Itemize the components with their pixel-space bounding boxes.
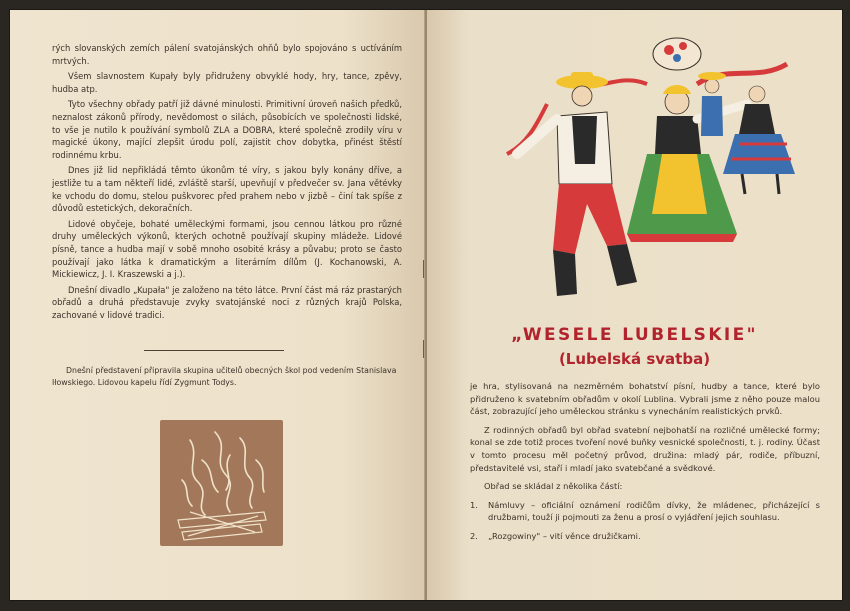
paragraph: je hra, stylisovaná na nezměrném bohatství písní, hudby a tance, které bylo přidruženo k svatebním obřadům v okolí Lublina. Vybrali jsme z něho pouze malou část, zobrazující jeho uměleckou stránku s vynecháním realistických prvků. (470, 381, 820, 417)
play-title: „WESELE LUBELSKIE" (511, 325, 758, 345)
performance-credits: Dnešní představení připravila skupina učitelů obecných škol pod vedením Stanislava Iłowskiego. Lidovou kapelu řídí Zygmunt Todys. (52, 366, 397, 387)
play-subtitle: (Lubelská svatba) (558, 350, 711, 368)
paragraph: Tyto všechny obřady patří již dávné minulosti. Primitivní úroveň našich předků, neznalost zákonů přírody, nevědomost o silách, působících ve společnosti lidské, to vše je nutilo k používání symbolů ZLA a DOBRA, které společně zrodily víru v magické úkony, mající zlepšit úrodu polí, zajistit chov dobytka, přinést štěstí rodinnému krbu. (52, 99, 402, 160)
fire-icon (160, 420, 283, 546)
paragraph: Všem slavnostem Kupały byly přidruženy obvyklé hody, hry, tance, zpěvy, hudba atp. (52, 71, 402, 94)
flower-wreath-icon (653, 38, 701, 70)
paragraph: Dnešní divadlo „Kupała" je založeno na této látce. První část má ráz prastarých obřadů a druhá představuje zvyky svatojánské noci z různých krajů Polska, zachované v lidové tradici. (52, 284, 402, 320)
section-divider (144, 350, 284, 351)
paragraph: rých slovanských zemích pálení svatojánských ohňů bylo spojováno s uctíváním mrtvých. (52, 43, 402, 66)
list-item (470, 499, 820, 524)
bonfire-woodcut-illustration (160, 420, 283, 546)
left-page (10, 10, 425, 600)
right-page (427, 10, 842, 600)
ceremony-parts-list (470, 499, 820, 543)
list-item (470, 530, 820, 543)
paragraph: Obřad se skládal z několika částí: (484, 481, 623, 492)
list-item-text: „Rozgowiny" – vití věnce družičkami. (488, 530, 641, 541)
paragraph: Z rodinných obřadů byl obřad svatební nejbohatší na rozličné umělecké formy; konal se zde totiž proces tvoření nové buňky vesnické společnosti, t. j. rodiny. Účast v tomto procesu měl početný průvod, družina: mladý pár, rodiče, příbuzní, představitelé vsi, staří i mladí jako svatebčané a svědkové. (470, 424, 820, 473)
folk-dancers-illustration (487, 24, 807, 312)
paragraph: Lidové obyčeje, bohaté uměleckými formami, jsou cennou látkou pro různé druhy uměleckých výkonů, kterých ochotně používají skupiny mládeže. Lidové písně, tance a hudba mají v sobě mnoho osobité krásy a půvabu; proto se často používají jako látka k dramatickým a literárním dílům (J. Kochanowski, A. Mickiewicz, J. I. Kraszewski a j.). (52, 218, 402, 280)
list-item-text: Námluvy – oficiální oznámení rodičům dívky, že mládenec, přicházející s družbami, touží ji pojmouti za ženu a prosí o vyjádření jejich souhlasu. (488, 499, 820, 523)
booklet-spread (10, 10, 842, 600)
dancer-man-figure (517, 72, 637, 296)
left-body-text (52, 42, 402, 324)
right-body-text (470, 380, 820, 549)
paragraph: Dnes již lid nepřikládá těmto úkonům té víry, s jakou byly konány dříve, a jestliže tu a tam někteří lidé, zvláště starší, upevňují v předvečer sv. Jana větévky ke vchodu do domu, stelou puškvorec před prahem nebo v jizbě – činí tak spíše z důvodů estetických, dekoračních. (52, 165, 402, 214)
list-item-number: 1. (470, 499, 478, 510)
list-item-number: 2. (470, 530, 478, 541)
